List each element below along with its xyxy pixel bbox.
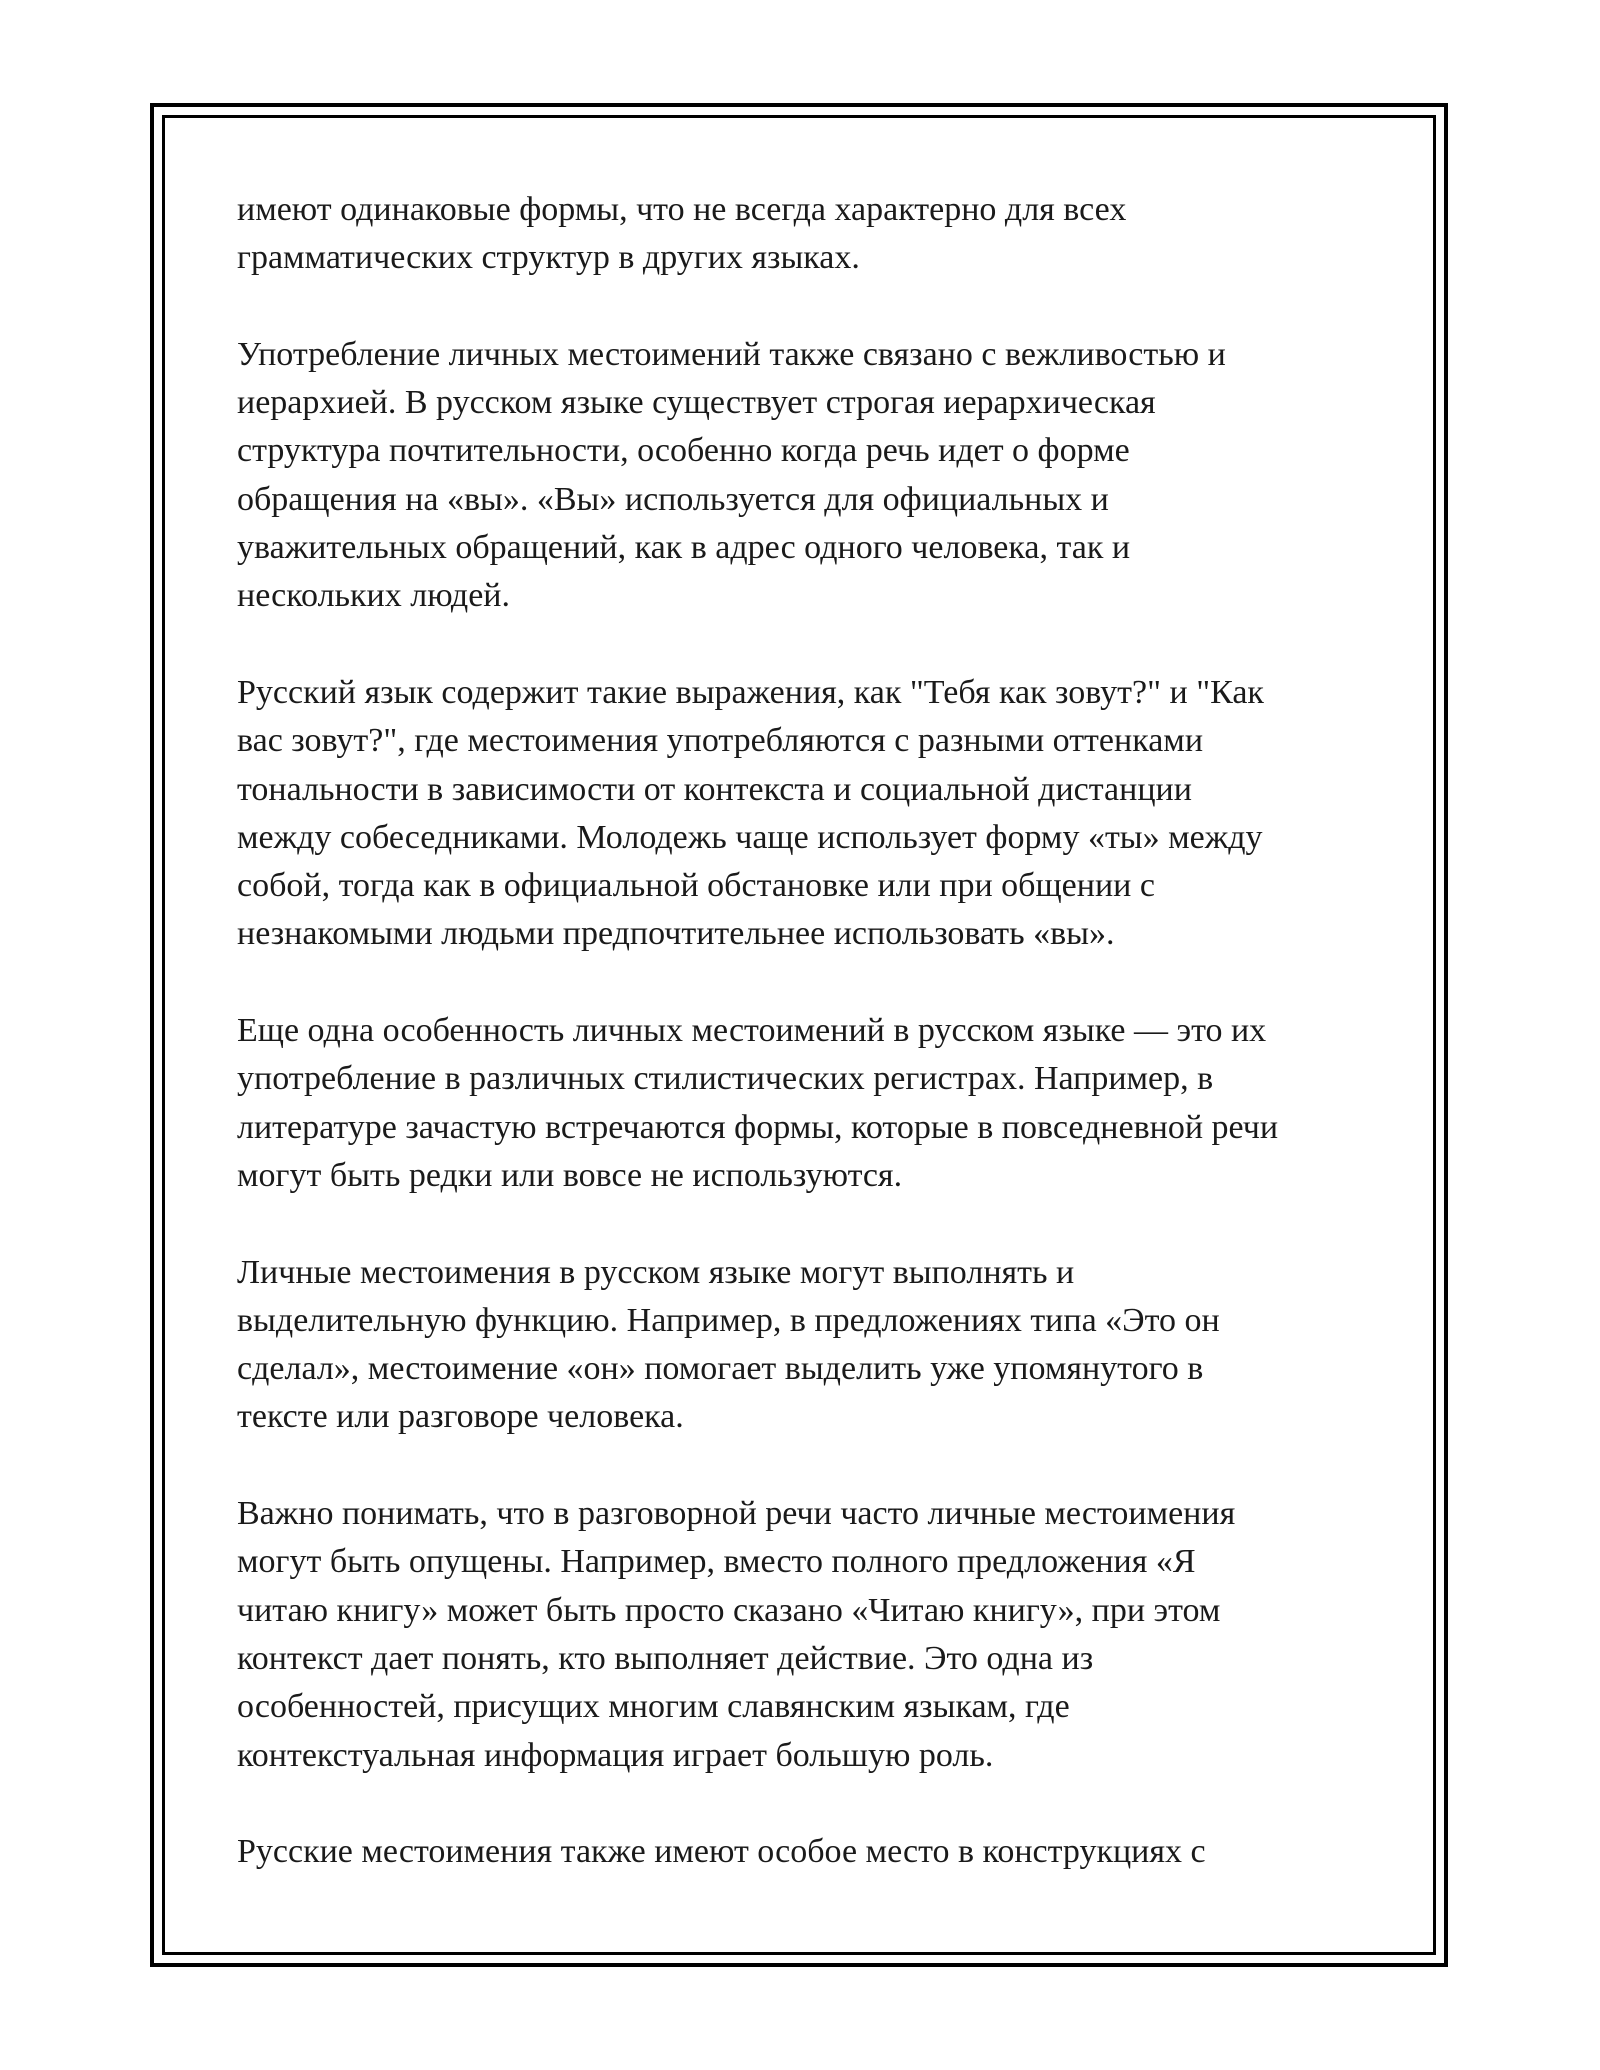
paragraph	[237, 331, 1377, 621]
text-line: могут быть редки или вовсе не используются.	[237, 1156, 903, 1194]
text-line: имеют одинаковые формы, что не всегда характерно для всех	[237, 191, 1127, 228]
text-line: Личные местоимения в русском языке могут выполнять и	[237, 1253, 1075, 1291]
text-line: структура почтительности, особенно когда речь идет о форме	[237, 432, 1130, 470]
paragraph	[237, 186, 1377, 283]
text-line: выделительную функцию. Например, в предложениях типа «Это он	[237, 1301, 1220, 1339]
text-line: сделал», местоимение «он» помогает выделить уже упомянутого в	[237, 1350, 1204, 1388]
text-line: Русские местоимения также имеют особое место в конструкциях с	[237, 1833, 1206, 1871]
text-line: нескольких людей.	[237, 577, 510, 615]
text-line: тексте или разговоре человека.	[237, 1398, 684, 1436]
text-line: грамматических структур в других языках.	[237, 239, 860, 277]
text-line: незнакомыми людьми предпочтительнее использовать «вы».	[237, 915, 1115, 953]
text-line: употребление в различных стилистических регистрах. Например, в	[237, 1060, 1214, 1098]
text-line: читаю книгу» может быть просто сказано «Читаю книгу», при этом	[237, 1591, 1221, 1629]
text-line: Русский язык содержит такие выражения, как "Тебя как зовут?" и "Как	[237, 673, 1264, 711]
text-line: вас зовут?", где местоимения употребляются с разными оттенками	[237, 722, 1204, 760]
text-line: между собеседниками. Молодежь чаще использует форму «ты» между	[237, 818, 1263, 856]
text-line: уважительных обращений, как в адрес одного человека, так и	[237, 529, 1131, 567]
paragraph	[237, 1828, 1377, 1876]
paragraph	[237, 1249, 1377, 1442]
text-line: тональности в зависимости от контекста и социальной дистанции	[237, 770, 1192, 808]
text-line: литературе зачастую встречаются формы, которые в повседневной речи	[237, 1108, 1279, 1146]
text-line: Еще одна особенность личных местоимений в русском языке — это их	[237, 1012, 1267, 1050]
text-line: собой, тогда как в официальной обстановке или при общении с	[237, 867, 1155, 905]
text-line: могут быть опущены. Например, вместо полного предложения «Я	[237, 1543, 1196, 1581]
text-line: Употребление личных местоимений также связано с вежливостью и	[237, 335, 1226, 373]
text-line: контекст дает понять, кто выполняет действие. Это одна из	[237, 1639, 1094, 1677]
text-line: иерархией. В русском языке существует строгая иерархическая	[237, 384, 1156, 422]
text-line: особенностей, присущих многим славянским языкам, где	[237, 1688, 1070, 1726]
text-line: обращения на «вы». «Вы» используется для официальных и	[237, 480, 1109, 518]
paragraph	[237, 1490, 1377, 1780]
text-line: Важно понимать, что в разговорной речи часто личные местоимения	[237, 1495, 1236, 1533]
text-line: контекстуальная информация играет большую роль.	[237, 1736, 994, 1774]
document-body	[237, 186, 1377, 1925]
paragraph	[237, 669, 1377, 959]
paragraph	[237, 1007, 1377, 1200]
